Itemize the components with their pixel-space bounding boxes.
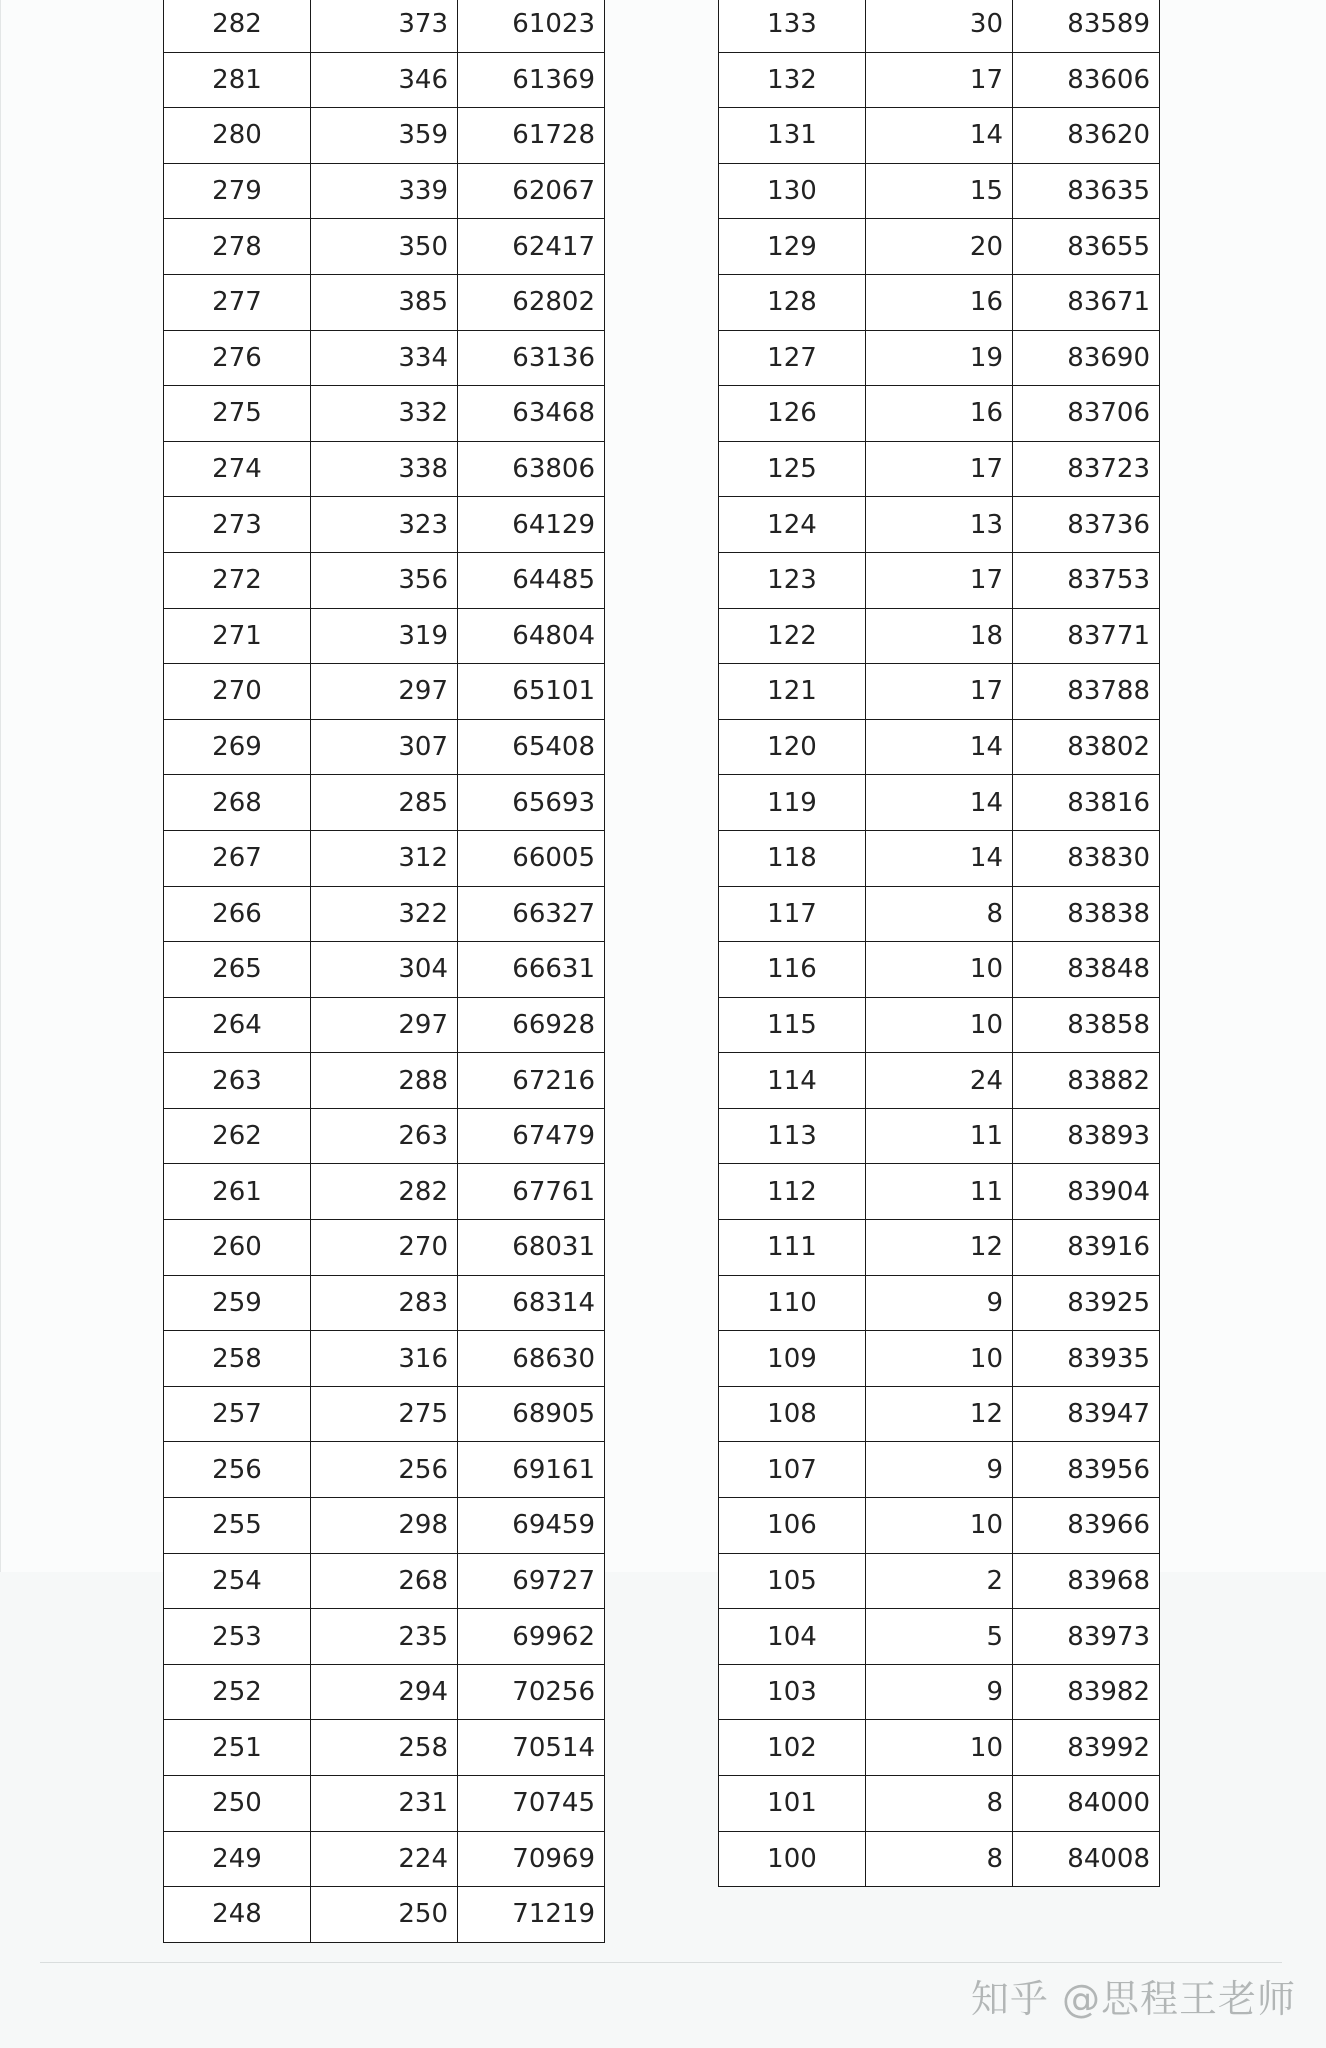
table-row xyxy=(164,886,605,942)
cumulative-cell: 83882 xyxy=(1013,1053,1160,1109)
count-cell: 14 xyxy=(866,775,1013,831)
table-row xyxy=(164,1831,605,1887)
score-cell: 274 xyxy=(164,441,311,497)
score-cell: 107 xyxy=(719,1442,866,1498)
cumulative-cell: 61369 xyxy=(458,52,605,108)
table-row xyxy=(164,219,605,275)
table-row xyxy=(164,386,605,442)
cumulative-cell: 83982 xyxy=(1013,1664,1160,1720)
score-cell: 272 xyxy=(164,552,311,608)
table-row xyxy=(164,997,605,1053)
table-row xyxy=(164,1664,605,1720)
cumulative-cell: 65101 xyxy=(458,664,605,720)
score-cell: 261 xyxy=(164,1164,311,1220)
cumulative-cell: 64129 xyxy=(458,497,605,553)
cumulative-cell: 62417 xyxy=(458,219,605,275)
score-cell: 279 xyxy=(164,163,311,219)
score-cell: 119 xyxy=(719,775,866,831)
score-cell: 280 xyxy=(164,108,311,164)
score-cell: 115 xyxy=(719,997,866,1053)
score-table-right xyxy=(718,0,1160,1887)
count-cell: 285 xyxy=(311,775,458,831)
score-cell: 124 xyxy=(719,497,866,553)
table-row xyxy=(164,1887,605,1943)
table-row xyxy=(164,1553,605,1609)
table-row xyxy=(164,1275,605,1331)
count-cell: 350 xyxy=(311,219,458,275)
score-cell: 265 xyxy=(164,942,311,998)
cumulative-cell: 70969 xyxy=(458,1831,605,1887)
cumulative-cell: 67479 xyxy=(458,1108,605,1164)
count-cell: 10 xyxy=(866,942,1013,998)
cumulative-cell: 83947 xyxy=(1013,1386,1160,1442)
score-cell: 277 xyxy=(164,274,311,330)
table-row xyxy=(164,1164,605,1220)
score-cell: 270 xyxy=(164,664,311,720)
count-cell: 294 xyxy=(311,1664,458,1720)
table-row xyxy=(719,1720,1160,1776)
table-row xyxy=(719,1831,1160,1887)
count-cell: 288 xyxy=(311,1053,458,1109)
count-cell: 307 xyxy=(311,719,458,775)
table-row xyxy=(719,1442,1160,1498)
score-cell: 269 xyxy=(164,719,311,775)
count-cell: 9 xyxy=(866,1275,1013,1331)
table-row xyxy=(719,552,1160,608)
count-cell: 334 xyxy=(311,330,458,386)
cumulative-cell: 83771 xyxy=(1013,608,1160,664)
score-cell: 271 xyxy=(164,608,311,664)
table-row xyxy=(719,497,1160,553)
cumulative-cell: 83838 xyxy=(1013,886,1160,942)
cumulative-cell: 70514 xyxy=(458,1720,605,1776)
count-cell: 9 xyxy=(866,1664,1013,1720)
table-row xyxy=(164,775,605,831)
score-cell: 276 xyxy=(164,330,311,386)
score-cell: 257 xyxy=(164,1386,311,1442)
cumulative-cell: 69727 xyxy=(458,1553,605,1609)
cumulative-cell: 83788 xyxy=(1013,664,1160,720)
table-row xyxy=(719,608,1160,664)
table-row xyxy=(719,441,1160,497)
count-cell: 17 xyxy=(866,552,1013,608)
watermark: 知乎 @思程王老师 xyxy=(970,1977,1296,2021)
count-cell: 13 xyxy=(866,497,1013,553)
count-cell: 316 xyxy=(311,1331,458,1387)
table-row xyxy=(719,1386,1160,1442)
count-cell: 11 xyxy=(866,1164,1013,1220)
count-cell: 346 xyxy=(311,52,458,108)
cumulative-cell: 83956 xyxy=(1013,1442,1160,1498)
table-row xyxy=(719,1776,1160,1832)
count-cell: 30 xyxy=(866,0,1013,52)
score-cell: 250 xyxy=(164,1776,311,1832)
cumulative-cell: 83620 xyxy=(1013,108,1160,164)
footer-divider xyxy=(40,1962,1282,1963)
table-row xyxy=(719,664,1160,720)
table-row xyxy=(719,1275,1160,1331)
table-row xyxy=(719,0,1160,52)
score-cell: 259 xyxy=(164,1275,311,1331)
score-cell: 253 xyxy=(164,1609,311,1665)
table-row xyxy=(164,1776,605,1832)
table-row xyxy=(719,219,1160,275)
score-cell: 125 xyxy=(719,441,866,497)
cumulative-cell: 65408 xyxy=(458,719,605,775)
cumulative-cell: 69459 xyxy=(458,1498,605,1554)
count-cell: 312 xyxy=(311,830,458,886)
count-cell: 16 xyxy=(866,274,1013,330)
cumulative-cell: 83992 xyxy=(1013,1720,1160,1776)
score-cell: 264 xyxy=(164,997,311,1053)
cumulative-cell: 63468 xyxy=(458,386,605,442)
score-cell: 254 xyxy=(164,1553,311,1609)
count-cell: 24 xyxy=(866,1053,1013,1109)
score-cell: 281 xyxy=(164,52,311,108)
cumulative-cell: 66631 xyxy=(458,942,605,998)
cumulative-cell: 66005 xyxy=(458,830,605,886)
cumulative-cell: 83671 xyxy=(1013,274,1160,330)
table-row xyxy=(164,552,605,608)
cumulative-cell: 83973 xyxy=(1013,1609,1160,1665)
cumulative-cell: 70745 xyxy=(458,1776,605,1832)
score-cell: 248 xyxy=(164,1887,311,1943)
score-cell: 102 xyxy=(719,1720,866,1776)
count-cell: 373 xyxy=(311,0,458,52)
count-cell: 268 xyxy=(311,1553,458,1609)
table-row xyxy=(719,942,1160,998)
score-cell: 104 xyxy=(719,1609,866,1665)
score-cell: 262 xyxy=(164,1108,311,1164)
cumulative-cell: 69161 xyxy=(458,1442,605,1498)
score-cell: 111 xyxy=(719,1220,866,1276)
table-row xyxy=(719,830,1160,886)
score-cell: 266 xyxy=(164,886,311,942)
score-cell: 132 xyxy=(719,52,866,108)
count-cell: 323 xyxy=(311,497,458,553)
score-cell: 258 xyxy=(164,1331,311,1387)
score-cell: 114 xyxy=(719,1053,866,1109)
score-cell: 255 xyxy=(164,1498,311,1554)
score-cell: 260 xyxy=(164,1220,311,1276)
count-cell: 298 xyxy=(311,1498,458,1554)
table-row xyxy=(164,497,605,553)
table-row xyxy=(719,52,1160,108)
cumulative-cell: 63136 xyxy=(458,330,605,386)
count-cell: 10 xyxy=(866,997,1013,1053)
table-row xyxy=(164,1331,605,1387)
count-cell: 332 xyxy=(311,386,458,442)
score-cell: 100 xyxy=(719,1831,866,1887)
score-cell: 249 xyxy=(164,1831,311,1887)
score-cell: 130 xyxy=(719,163,866,219)
table-row xyxy=(164,441,605,497)
count-cell: 11 xyxy=(866,1108,1013,1164)
cumulative-cell: 83968 xyxy=(1013,1553,1160,1609)
cumulative-cell: 66327 xyxy=(458,886,605,942)
count-cell: 356 xyxy=(311,552,458,608)
cumulative-cell: 61023 xyxy=(458,0,605,52)
count-cell: 250 xyxy=(311,1887,458,1943)
score-cell: 103 xyxy=(719,1664,866,1720)
count-cell: 10 xyxy=(866,1331,1013,1387)
count-cell: 231 xyxy=(311,1776,458,1832)
table-row xyxy=(719,1331,1160,1387)
score-cell: 116 xyxy=(719,942,866,998)
count-cell: 304 xyxy=(311,942,458,998)
score-cell: 268 xyxy=(164,775,311,831)
count-cell: 17 xyxy=(866,52,1013,108)
cumulative-cell: 84008 xyxy=(1013,1831,1160,1887)
count-cell: 9 xyxy=(866,1442,1013,1498)
count-cell: 282 xyxy=(311,1164,458,1220)
table-row xyxy=(164,1108,605,1164)
table-row xyxy=(164,274,605,330)
table-row xyxy=(719,1108,1160,1164)
table-row xyxy=(164,664,605,720)
count-cell: 319 xyxy=(311,608,458,664)
cumulative-cell: 62802 xyxy=(458,274,605,330)
cumulative-cell: 68314 xyxy=(458,1275,605,1331)
table-row xyxy=(164,1498,605,1554)
score-table-left xyxy=(163,0,605,1943)
count-cell: 283 xyxy=(311,1275,458,1331)
table-row xyxy=(164,719,605,775)
count-cell: 338 xyxy=(311,441,458,497)
score-cell: 127 xyxy=(719,330,866,386)
cumulative-cell: 83706 xyxy=(1013,386,1160,442)
score-cell: 126 xyxy=(719,386,866,442)
table-row xyxy=(719,163,1160,219)
count-cell: 12 xyxy=(866,1386,1013,1442)
cumulative-cell: 69962 xyxy=(458,1609,605,1665)
score-cell: 117 xyxy=(719,886,866,942)
cumulative-cell: 83925 xyxy=(1013,1275,1160,1331)
cumulative-cell: 65693 xyxy=(458,775,605,831)
table-row xyxy=(164,0,605,52)
score-cell: 120 xyxy=(719,719,866,775)
score-cell: 101 xyxy=(719,1776,866,1832)
cumulative-cell: 66928 xyxy=(458,997,605,1053)
cumulative-cell: 83655 xyxy=(1013,219,1160,275)
count-cell: 297 xyxy=(311,997,458,1053)
cumulative-cell: 71219 xyxy=(458,1887,605,1943)
cumulative-cell: 83893 xyxy=(1013,1108,1160,1164)
table-row xyxy=(719,1553,1160,1609)
count-cell: 270 xyxy=(311,1220,458,1276)
cumulative-cell: 83858 xyxy=(1013,997,1160,1053)
count-cell: 359 xyxy=(311,108,458,164)
count-cell: 224 xyxy=(311,1831,458,1887)
score-cell: 278 xyxy=(164,219,311,275)
cumulative-cell: 83723 xyxy=(1013,441,1160,497)
count-cell: 14 xyxy=(866,719,1013,775)
score-cell: 118 xyxy=(719,830,866,886)
cumulative-cell: 83635 xyxy=(1013,163,1160,219)
table-row xyxy=(164,1609,605,1665)
cumulative-cell: 84000 xyxy=(1013,1776,1160,1832)
score-cell: 121 xyxy=(719,664,866,720)
table-row xyxy=(719,719,1160,775)
cumulative-cell: 83690 xyxy=(1013,330,1160,386)
count-cell: 8 xyxy=(866,886,1013,942)
count-cell: 10 xyxy=(866,1720,1013,1776)
score-cell: 108 xyxy=(719,1386,866,1442)
score-cell: 275 xyxy=(164,386,311,442)
cumulative-cell: 83830 xyxy=(1013,830,1160,886)
count-cell: 18 xyxy=(866,608,1013,664)
count-cell: 17 xyxy=(866,664,1013,720)
table-row xyxy=(164,108,605,164)
table-row xyxy=(719,1609,1160,1665)
cumulative-cell: 83753 xyxy=(1013,552,1160,608)
score-cell: 263 xyxy=(164,1053,311,1109)
cumulative-cell: 67216 xyxy=(458,1053,605,1109)
score-cell: 129 xyxy=(719,219,866,275)
table-row xyxy=(719,1498,1160,1554)
score-cell: 273 xyxy=(164,497,311,553)
cumulative-cell: 68630 xyxy=(458,1331,605,1387)
cumulative-cell: 83802 xyxy=(1013,719,1160,775)
score-cell: 122 xyxy=(719,608,866,664)
score-cell: 133 xyxy=(719,0,866,52)
count-cell: 14 xyxy=(866,830,1013,886)
cumulative-cell: 83904 xyxy=(1013,1164,1160,1220)
cumulative-cell: 70256 xyxy=(458,1664,605,1720)
cumulative-cell: 83848 xyxy=(1013,942,1160,998)
table-row xyxy=(719,1164,1160,1220)
cumulative-cell: 83589 xyxy=(1013,0,1160,52)
cumulative-cell: 68905 xyxy=(458,1386,605,1442)
table-row xyxy=(164,1442,605,1498)
score-cell: 112 xyxy=(719,1164,866,1220)
score-cell: 110 xyxy=(719,1275,866,1331)
count-cell: 12 xyxy=(866,1220,1013,1276)
count-cell: 10 xyxy=(866,1498,1013,1554)
score-cell: 267 xyxy=(164,830,311,886)
score-cell: 131 xyxy=(719,108,866,164)
cumulative-cell: 83935 xyxy=(1013,1331,1160,1387)
table-row xyxy=(719,1664,1160,1720)
cumulative-cell: 64485 xyxy=(458,552,605,608)
table-row xyxy=(719,997,1160,1053)
table-row xyxy=(719,1220,1160,1276)
table-row xyxy=(719,886,1160,942)
count-cell: 17 xyxy=(866,441,1013,497)
count-cell: 20 xyxy=(866,219,1013,275)
count-cell: 339 xyxy=(311,163,458,219)
table-row xyxy=(164,1220,605,1276)
count-cell: 297 xyxy=(311,664,458,720)
count-cell: 256 xyxy=(311,1442,458,1498)
cumulative-cell: 83736 xyxy=(1013,497,1160,553)
score-cell: 113 xyxy=(719,1108,866,1164)
table-row xyxy=(719,1053,1160,1109)
cumulative-cell: 64804 xyxy=(458,608,605,664)
table-row xyxy=(164,830,605,886)
score-cell: 106 xyxy=(719,1498,866,1554)
cumulative-cell: 83816 xyxy=(1013,775,1160,831)
count-cell: 19 xyxy=(866,330,1013,386)
table-row xyxy=(719,108,1160,164)
table-row xyxy=(164,1386,605,1442)
table-row xyxy=(719,330,1160,386)
cumulative-cell: 61728 xyxy=(458,108,605,164)
cumulative-cell: 83966 xyxy=(1013,1498,1160,1554)
table-row xyxy=(164,163,605,219)
cumulative-cell: 68031 xyxy=(458,1220,605,1276)
table-row xyxy=(164,330,605,386)
count-cell: 2 xyxy=(866,1553,1013,1609)
count-cell: 8 xyxy=(866,1776,1013,1832)
table-row xyxy=(164,942,605,998)
table-row xyxy=(719,775,1160,831)
table-row xyxy=(164,1720,605,1776)
table-row xyxy=(719,386,1160,442)
score-table-left-body xyxy=(164,0,605,1942)
score-cell: 251 xyxy=(164,1720,311,1776)
count-cell: 275 xyxy=(311,1386,458,1442)
count-cell: 263 xyxy=(311,1108,458,1164)
score-cell: 128 xyxy=(719,274,866,330)
cumulative-cell: 83916 xyxy=(1013,1220,1160,1276)
table-row xyxy=(164,1053,605,1109)
count-cell: 5 xyxy=(866,1609,1013,1665)
score-cell: 256 xyxy=(164,1442,311,1498)
count-cell: 14 xyxy=(866,108,1013,164)
count-cell: 322 xyxy=(311,886,458,942)
cumulative-cell: 63806 xyxy=(458,441,605,497)
score-cell: 123 xyxy=(719,552,866,608)
score-cell: 252 xyxy=(164,1664,311,1720)
table-row xyxy=(719,274,1160,330)
count-cell: 8 xyxy=(866,1831,1013,1887)
count-cell: 258 xyxy=(311,1720,458,1776)
cumulative-cell: 62067 xyxy=(458,163,605,219)
cumulative-cell: 83606 xyxy=(1013,52,1160,108)
count-cell: 16 xyxy=(866,386,1013,442)
score-cell: 282 xyxy=(164,0,311,52)
score-cell: 109 xyxy=(719,1331,866,1387)
score-cell: 105 xyxy=(719,1553,866,1609)
score-table-right-body xyxy=(719,0,1160,1887)
table-row xyxy=(164,52,605,108)
count-cell: 15 xyxy=(866,163,1013,219)
table-row xyxy=(164,608,605,664)
count-cell: 235 xyxy=(311,1609,458,1665)
cumulative-cell: 67761 xyxy=(458,1164,605,1220)
count-cell: 385 xyxy=(311,274,458,330)
